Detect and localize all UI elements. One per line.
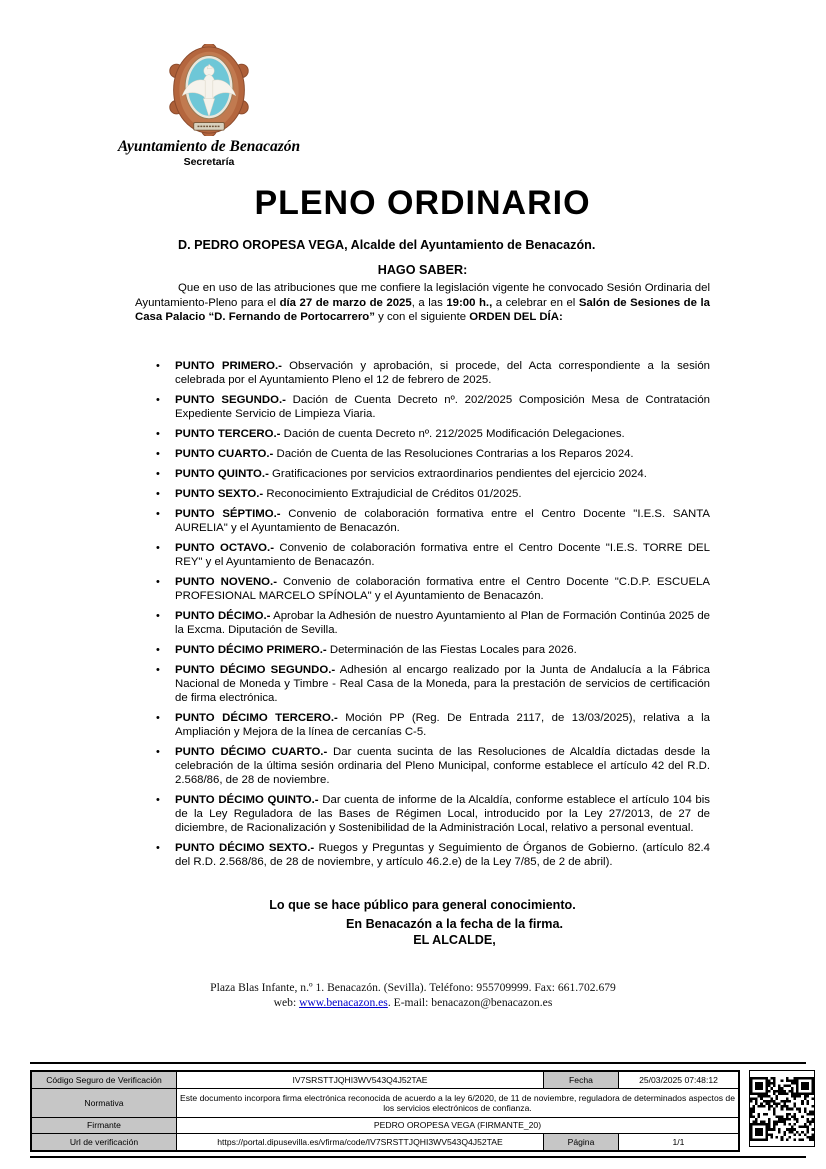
session-date: día 27 de marzo de 2025 (279, 296, 412, 309)
agenda-item (135, 745, 710, 787)
agenda-item-label: PUNTO DÉCIMO SEXTO.- (175, 842, 315, 854)
pagina-label: Página (544, 1134, 619, 1152)
bullet-icon: • (156, 468, 160, 480)
email-text: . E-mail: benacazon@benacazon.es (387, 996, 553, 1009)
intro-text: y con el siguiente (374, 311, 470, 323)
agenda-item-label: PUNTO DÉCIMO.- (175, 610, 271, 622)
agenda-item-label: PUNTO DÉCIMO SEGUNDO.- (175, 664, 336, 676)
agenda-item-text: Reconocimiento Extrajudicial de Créditos 01/2025. (263, 488, 522, 500)
url-value[interactable]: https://portal.dipusevilla.es/vfirma/code/IV7SRSTTJQHI3WV543Q4J52TAE (177, 1134, 544, 1152)
fecha-value: 25/03/2025 07:48:12 (619, 1071, 740, 1089)
agenda-item (135, 541, 710, 569)
agenda-item-text: Dación de Cuenta de las Resoluciones Contrarias a los Reparos 2024. (273, 448, 634, 460)
agenda-item-label: PUNTO SÉPTIMO.- (175, 508, 281, 520)
agenda-item-label: PUNTO OCTAVO.- (175, 542, 274, 554)
verification-block (30, 1062, 806, 1158)
agenda-item (135, 393, 710, 421)
agenda-item-label: PUNTO CUARTO.- (175, 448, 274, 460)
bullet-icon: • (156, 576, 160, 588)
agenda-item-text: Gratificaciones por servicios extraordinarios pendientes del ejercicio 2024. (268, 468, 647, 480)
agenda-item (135, 643, 710, 657)
bullet-icon: • (156, 448, 160, 460)
qr-code (749, 1070, 815, 1147)
verification-table (30, 1070, 740, 1152)
intro-paragraph (135, 281, 710, 325)
agenda-item-text: Determinación de las Fiestas Locales para 2026. (326, 644, 577, 656)
intro-text: Que en uso de las atribuciones que me confiere la legislación vigente he convocado Sesión Ordinaria del Ayuntamiento-Pleno para el (135, 282, 710, 309)
agenda-item (135, 609, 710, 637)
url-label: Url de verificación (31, 1134, 177, 1152)
agenda-item-label: PUNTO DÉCIMO TERCERO.- (175, 712, 338, 724)
closing-line-2: En Benacazón a la fecha de la firma. (346, 917, 563, 931)
agenda-list (135, 359, 710, 875)
agenda-item-text: Aprobar la Adhesión de nuestro Ayuntamiento al Plan de Formación Continúa 2025 de la Excma. Diputación de Sevilla. (175, 610, 710, 636)
closing-block (135, 898, 710, 947)
web-label: web: (273, 996, 300, 1009)
mayor-name: D. PEDRO OROPESA VEGA (178, 238, 345, 252)
agenda-item (135, 575, 710, 603)
agenda-item-text: Convenio de colaboración formativa entre el Centro Docente "I.E.S. TORRE DEL REY" y el Ayuntamiento de Benacazón. (175, 542, 710, 568)
website-link[interactable]: www.benacazon.es (299, 996, 388, 1009)
agenda-item (135, 711, 710, 739)
agenda-item-text: Dación de cuenta Decreto nº. 212/2025 Modificación Delegaciones. (280, 428, 625, 440)
agenda-item (135, 507, 710, 535)
agenda-item-text: Dar cuenta sucinta de las Resoluciones de Alcaldía dictadas desde la celebración de la última sesión ordinaria del Pleno Municipal, conforme establece el artículo 42 del R.D. 2.568/86, de 28 de noviembre. (175, 746, 710, 786)
agenda-item (135, 841, 710, 869)
session-time: 19:00 h., (446, 296, 493, 309)
logo-block (98, 44, 320, 168)
agenda-item-label: PUNTO SEXTO.- (175, 488, 264, 500)
agenda-item (135, 663, 710, 705)
agenda-item-label: PUNTO SEGUNDO.- (175, 394, 286, 406)
bullet-icon: • (156, 394, 160, 406)
agenda-item-label: PUNTO NOVENO.- (175, 576, 277, 588)
session-place: Salón de Sesiones de la Casa Palacio “D. Fernando de Portocarrero” (135, 296, 710, 323)
agenda-item (135, 793, 710, 835)
csv-label: Código Seguro de Verificación (31, 1071, 177, 1089)
page-title: PLENO ORDINARIO (254, 184, 591, 222)
agenda-item (135, 487, 710, 501)
agenda-item (135, 359, 710, 387)
agenda-item (135, 467, 710, 481)
address-line-1: Plaza Blas Infante, n.º 1. Benacazón. (Sevilla). Teléfono: 955709999. Fax: 661.702.679 (210, 981, 616, 994)
address-line-2 (0, 995, 826, 1010)
agenda-item-text: Observación y aprobación, si procede, del Acta correspondiente a la sesión celebrada por el Ayuntamiento Pleno el 12 de febrero de 2025. (175, 360, 710, 386)
benacazon-crest-icon (165, 44, 253, 136)
bullet-icon: • (156, 644, 160, 656)
agenda-item-text: Moción PP (Reg. De Entrada 2117, de 13/03/2025), relativa a la Ampliación y Mejora de la línea de cercanías C-5. (175, 712, 710, 738)
bullet-icon: • (156, 610, 160, 622)
normativa-value: Este documento incorpora firma electrónica reconocida de acuerdo a la ley 6/2020, de 11 de noviembre, reguladora de determinados aspectos de los servicios electrónicos de confianza. (177, 1089, 740, 1118)
bullet-icon: • (156, 842, 160, 854)
closing-line-3: EL ALCALDE, (413, 933, 496, 947)
agenda-item-text: Adhesión al encargo realizado por la Junta de Andalucía a la Fábrica Nacional de Moneda y Timbre - Real Casa de la Moneda, para la prestación de servicios de certificación de firma electrónica. (175, 664, 710, 704)
bullet-icon: • (156, 794, 160, 806)
agenda-item (135, 447, 710, 461)
mayor-role: , Alcalde del Ayuntamiento de Benacazón. (344, 238, 596, 252)
intro-text: a celebrar en el (492, 296, 579, 309)
agenda-item-text: Convenio de colaboración formativa entre el Centro Docente "C.D.P. ESCUELA PROFESIONAL MARCELO SPÍNOLA" y el Ayuntamiento de Benacazón. (175, 576, 710, 602)
dept-name: Secretaría (183, 156, 235, 168)
agenda-item-text: Dación de Cuenta Decreto nº. 202/2025 Composición Mesa de Contratación Expediente Servicio de Limpieza Viaria. (175, 394, 710, 420)
hago-saber-heading: HAGO SABER: (377, 263, 468, 277)
bullet-icon: • (156, 428, 160, 440)
firmante-value: PEDRO OROPESA VEGA (FIRMANTE_20) (177, 1118, 740, 1134)
csv-value: IV7SRSTTJQHI3WV543Q4J52TAE (177, 1071, 544, 1089)
agenda-item-text: Dar cuenta de informe de la Alcaldía, conforme establece el artículo 104 bis de la Ley Reguladora de las Bases de Régimen Local, introducido por la Ley 27/2013, de 27 de diciembre, de Racionalización y Sostenibilidad de la Administración Local, relativo a personal eventual. (175, 794, 710, 834)
intro-text: , a las (411, 296, 447, 309)
closing-line-1: Lo que se hace público para general conocimiento. (269, 898, 576, 912)
bullet-icon: • (156, 488, 160, 500)
org-name: Ayuntamiento de Benacazón (117, 138, 301, 155)
bullet-icon: • (156, 664, 160, 676)
normativa-label: Normativa (31, 1089, 177, 1118)
agenda-item (135, 427, 710, 441)
subtitle (178, 238, 595, 252)
agenda-item-label: PUNTO TERCERO.- (175, 428, 281, 440)
pagina-value: 1/1 (619, 1134, 740, 1152)
orden-del-dia-label: ORDEN DEL DÍA: (469, 311, 563, 323)
bullet-icon: • (156, 712, 160, 724)
address-footer (0, 980, 826, 1010)
agenda-item-label: PUNTO DÉCIMO PRIMERO.- (175, 644, 327, 656)
firmante-label: Firmante (31, 1118, 177, 1134)
bullet-icon: • (156, 508, 160, 520)
agenda-item-text: Convenio de colaboración formativa entre el Centro Docente "I.E.S. SANTA AURELIA" y el Ayuntamiento de Benacazón. (175, 508, 710, 534)
fecha-label: Fecha (544, 1071, 619, 1089)
agenda-item-label: PUNTO DÉCIMO QUINTO.- (175, 794, 319, 806)
agenda-item-label: PUNTO QUINTO.- (175, 468, 269, 480)
agenda-item-label: PUNTO DÉCIMO CUARTO.- (175, 746, 328, 758)
agenda-item-text: Ruegos y Preguntas y Seguimiento de Órganos de Gobierno. (artículo 82.4 del R.D. 2.568/86, de 28 de noviembre, y artículo 46.2.e) de la Ley 7/85, de 2 de abril). (175, 842, 711, 868)
bullet-icon: • (156, 746, 160, 758)
bullet-icon: • (156, 542, 160, 554)
bullet-icon: • (156, 360, 160, 372)
agenda-item-label: PUNTO PRIMERO.- (175, 360, 282, 372)
